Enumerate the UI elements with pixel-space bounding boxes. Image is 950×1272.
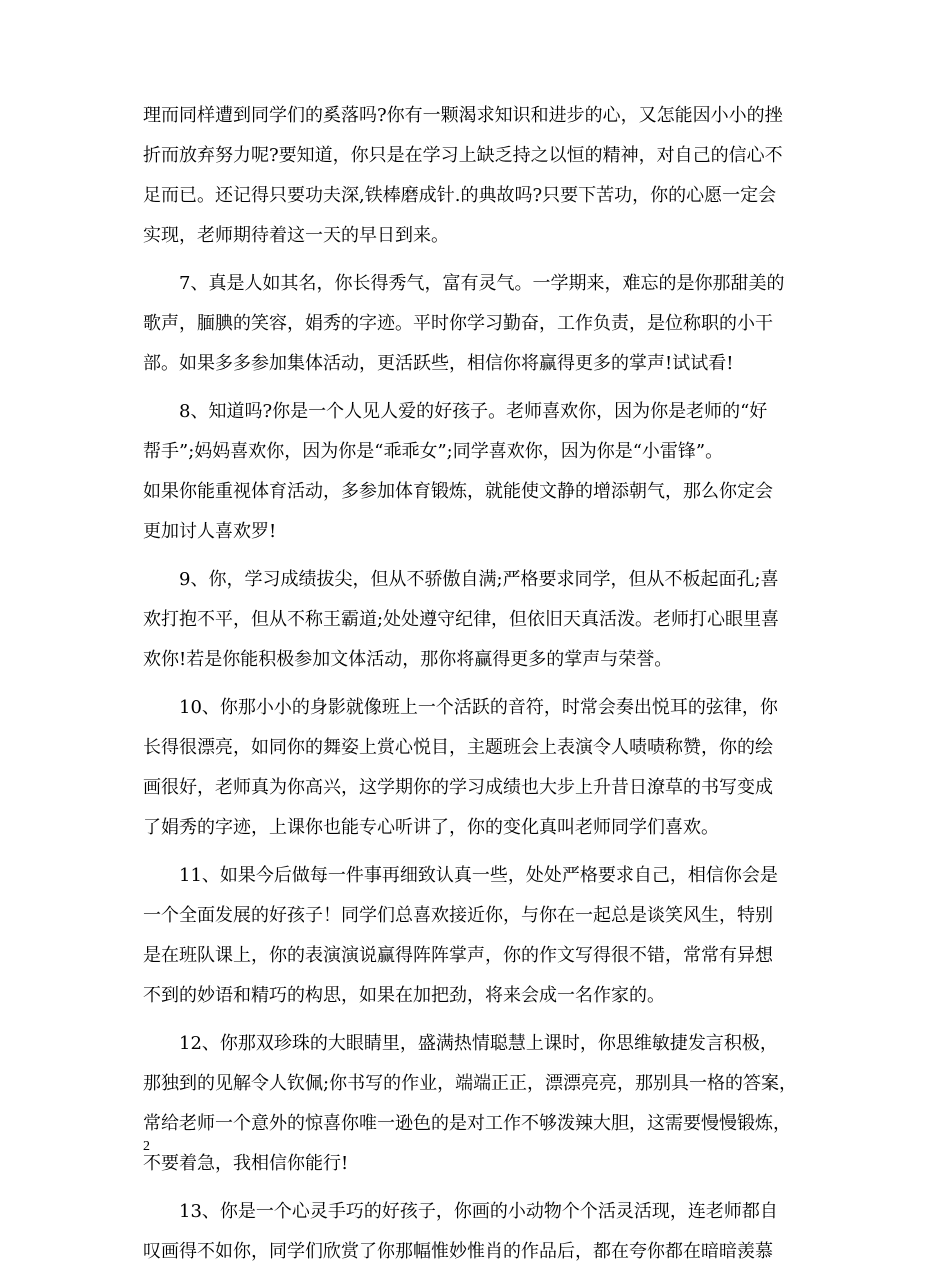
body-text (143, 96, 807, 1272)
text-line: 了娟秀的字迹，上课你也能专心听讲了，你的变化真叫老师同学们喜欢。 (143, 817, 719, 838)
paragraph-7 (143, 264, 807, 384)
text-line: 8、知道吗?你是一个人见人爱的好孩子。老师喜欢你，因为你是老师的“好 (179, 401, 768, 422)
text-line: 长得很漂亮，如同你的舞姿上赏心悦目，主题班会上表演令人啧啧称赞，你的绘 (143, 737, 773, 758)
paragraph-11 (143, 856, 807, 1016)
text-line: 部。如果多多参加集体活动，更活跃些，相信你将赢得更多的掌声!试试看! (143, 353, 734, 374)
text-line: 11、如果今后做每一件事再细致认真一些，处处严格要求自己，相信你会是 (179, 865, 778, 886)
text-line: 是在班队课上，你的表演演说赢得阵阵掌声，你的作文写得很不错，常常有异想 (143, 945, 773, 966)
paragraph-6-continued (143, 96, 807, 256)
text-line: 足而已。还记得只要功夫深,铁棒磨成针.的典故吗?只要下苦功，你的心愿一定会 (143, 185, 777, 206)
text-line: 9、你，学习成绩拔尖，但从不骄傲自满;严格要求同学，但从不板起面孔;喜 (179, 569, 779, 590)
text-line: 12、你那双珍珠的大眼睛里，盛满热情聪慧上课时，你思维敏捷发言积极， (179, 1033, 778, 1054)
text-line: 歌声，腼腆的笑容，娟秀的字迹。平时你学习勤奋，工作负责，是位称职的小干 (143, 313, 773, 334)
text-line: 如果你能重视体育活动，多参加体育锻炼，就能使文静的增添朝气，那么你定会 (143, 481, 773, 502)
text-line: 7、真是人如其名，你长得秀气，富有灵气。一学期来，难忘的是你那甜美的 (179, 273, 785, 294)
text-line: 10、你那小小的身影就像班上一个活跃的音符，时常会奏出悦耳的弦律，你 (179, 697, 778, 718)
paragraph-10 (143, 688, 807, 848)
text-line: 实现，老师期待着这一天的早日到来。 (143, 225, 449, 246)
text-line: 画很好，老师真为你高兴，这学期你的学习成绩也大步上升昔日潦草的书写变成 (143, 777, 773, 798)
text-line: 常给老师一个意外的惊喜你唯一逊色的是对工作不够泼辣大胆，这需要慢慢锻炼， (143, 1113, 791, 1134)
text-line: 更加讨人喜欢罗! (143, 521, 277, 542)
text-line: 那独到的见解令人钦佩;你书写的作业，端端正正，漂漂亮亮，那别具一格的答案， (143, 1073, 798, 1094)
text-line: 叹画得不如你，同学们欣赏了你那幅惟妙惟肖的作品后，都在夸你都在暗暗羡慕 (143, 1241, 773, 1262)
text-line: 欢打抱不平，但从不称王霸道;处处遵守纪律，但依旧天真活泼。老师打心眼里喜 (143, 609, 780, 630)
text-line: 不要着急，我相信你能行! (143, 1153, 349, 1174)
text-line: 一个全面发展的好孩子！同学们总喜欢接近你，与你在一起总是谈笑风生，特别 (143, 905, 773, 926)
text-line: 欢你!若是你能积极参加文体活动，那你将赢得更多的掌声与荣誉。 (143, 649, 673, 670)
text-line: 不到的妙语和精巧的构思，如果在加把劲，将来会成一名作家的。 (143, 985, 665, 1006)
paragraph-9 (143, 560, 807, 680)
text-line: 折而放弃努力呢?要知道，你只是在学习上缺乏持之以恒的精神，对自己的信心不 (143, 145, 783, 166)
paragraph-12 (143, 1024, 807, 1184)
text-line: 13、你是一个心灵手巧的好孩子，你画的小动物个个活灵活现，连老师都自 (179, 1201, 778, 1222)
page-number: 2 (143, 1139, 150, 1154)
paragraph-8 (143, 392, 807, 552)
text-line: 帮手”;妈妈喜欢你，因为你是“乖乖女”;同学喜欢你，因为你是“小雷锋”。 (143, 441, 724, 462)
text-line: 理而同样遭到同学们的奚落吗?你有一颗渴求知识和进步的心，又怎能因小小的挫 (143, 105, 783, 126)
paragraph-13 (143, 1192, 807, 1272)
